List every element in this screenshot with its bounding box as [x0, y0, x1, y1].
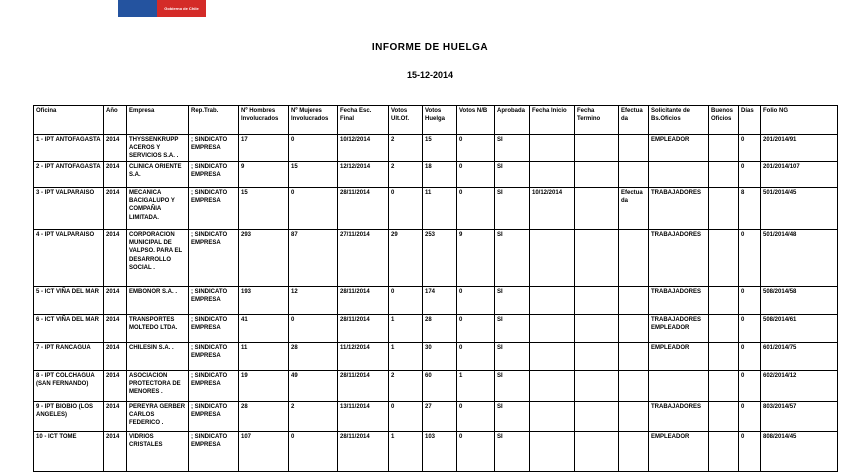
flag-blue-block [118, 0, 157, 17]
table-cell: EMBONOR S.A. . [127, 287, 189, 315]
table-cell: EMPLEADOR [649, 432, 709, 472]
table-cell: VIDRIOS CRISTALES [127, 432, 189, 472]
table-cell: ; SINDICATO EMPRESA [189, 432, 239, 472]
table-row [34, 432, 838, 472]
table-cell: 508/2014/58 [761, 287, 838, 315]
table-cell: 1 [389, 432, 423, 472]
table-cell: 5 - ICT VIÑA DEL MAR [34, 287, 104, 315]
table-cell: 0 [457, 287, 495, 315]
table-cell [530, 371, 575, 402]
table-cell: 602/2014/12 [761, 371, 838, 402]
table-row [34, 287, 838, 315]
table-cell: 10/12/2014 [530, 188, 575, 230]
table-cell: 8 - IPT COLCHAGUA (SAN FERNANDO) [34, 371, 104, 402]
table-cell: 103 [423, 432, 457, 472]
table-cell: 1 - IPT ANTOFAGASTA [34, 135, 104, 162]
table-cell: 29 [389, 230, 423, 287]
table-cell: Efectuada [619, 188, 649, 230]
table-cell: THYSSENKRUPP ACEROS Y SERVICIOS S.A. . [127, 135, 189, 162]
column-header: Votos N/B [457, 106, 495, 135]
table-cell: 253 [423, 230, 457, 287]
table-cell: 2014 [104, 230, 127, 287]
table-cell: 28/11/2014 [338, 287, 389, 315]
column-header: Folio NG [761, 106, 838, 135]
table-cell: ; SINDICATO EMPRESA [189, 162, 239, 188]
table-cell [530, 432, 575, 472]
column-header: Nº Mujeres Involucrados [289, 106, 338, 135]
table-cell: 2014 [104, 162, 127, 188]
table-cell: 0 [457, 315, 495, 343]
table-cell: 501/2014/45 [761, 188, 838, 230]
column-header: Votos Huelga [423, 106, 457, 135]
table-cell: 0 [457, 343, 495, 371]
column-header: Solicitante de Bs.Oficios [649, 106, 709, 135]
table-cell: CLINICA ORIENTE S.A. [127, 162, 189, 188]
table-cell: 87 [289, 230, 338, 287]
table-cell: ; SINDICATO EMPRESA [189, 343, 239, 371]
table-cell: TRABAJADORES [649, 188, 709, 230]
table-cell: ; SINDICATO EMPRESA [189, 287, 239, 315]
report-date: 15-12-2014 [406, 70, 454, 80]
table-cell: 9 [239, 162, 289, 188]
table-cell [619, 287, 649, 315]
column-header: Nº Hombres Involucrados [239, 106, 289, 135]
table-cell: 808/2014/45 [761, 432, 838, 472]
table-cell: 19 [239, 371, 289, 402]
column-header: Aprobada [495, 106, 530, 135]
table-row [34, 188, 838, 230]
table-cell: 0 [289, 432, 338, 472]
table-row [34, 402, 838, 432]
table-cell [575, 432, 619, 472]
table-cell: 0 [389, 402, 423, 432]
table-cell: 15 [239, 188, 289, 230]
table-cell: TRABAJADORES [649, 402, 709, 432]
table-cell: SI [495, 135, 530, 162]
table-cell: 2014 [104, 315, 127, 343]
logo-label: Gobierno de Chile [164, 6, 199, 11]
table-cell [649, 162, 709, 188]
column-header: Fecha Termino [575, 106, 619, 135]
table-cell: 8 [739, 188, 761, 230]
table-cell [709, 188, 739, 230]
table-cell: EMPLEADOR [649, 135, 709, 162]
table-row [34, 135, 838, 162]
table-row [34, 162, 838, 188]
table-cell: SI [495, 230, 530, 287]
table-cell: 0 [739, 315, 761, 343]
table-cell: 28 [289, 343, 338, 371]
table-cell: 2 [389, 135, 423, 162]
column-header: Votos Ult.Of. [389, 106, 423, 135]
table-cell: 3 - IPT VALPARAISO [34, 188, 104, 230]
table-cell [575, 402, 619, 432]
table-cell: 0 [739, 230, 761, 287]
table-cell: 0 [739, 432, 761, 472]
table-cell [530, 402, 575, 432]
table-cell [649, 371, 709, 402]
table-cell: 28 [423, 315, 457, 343]
table-cell [530, 287, 575, 315]
table-cell: 0 [289, 315, 338, 343]
table-cell: 13/11/2014 [338, 402, 389, 432]
table-cell: TRANSPORTES MOLTEDO LTDA. [127, 315, 189, 343]
table-cell: MECANICA BACIGALUPO Y COMPAÑIA LIMITADA. [127, 188, 189, 230]
table-cell [619, 315, 649, 343]
table-cell: 201/2014/91 [761, 135, 838, 162]
table-cell: 0 [457, 402, 495, 432]
table-cell: SI [495, 287, 530, 315]
table-cell: 0 [289, 188, 338, 230]
column-header: Fecha Inicio [530, 106, 575, 135]
table-cell: 28/11/2014 [338, 315, 389, 343]
table-cell: 2014 [104, 287, 127, 315]
flag-red-block [157, 0, 206, 17]
table-cell: 28/11/2014 [338, 371, 389, 402]
table-cell: 0 [739, 287, 761, 315]
table-cell: 11 [423, 188, 457, 230]
table-cell [530, 230, 575, 287]
table-cell: SI [495, 315, 530, 343]
table-cell: SI [495, 371, 530, 402]
table-cell [575, 287, 619, 315]
table-cell [709, 315, 739, 343]
table-cell: 30 [423, 343, 457, 371]
table-cell [619, 343, 649, 371]
table-cell: 4 - IPT VALPARAISO [34, 230, 104, 287]
table-cell: 10 - ICT TOME [34, 432, 104, 472]
table-cell: SI [495, 432, 530, 472]
table-cell: ; SINDICATO EMPRESA [189, 315, 239, 343]
table-cell: 41 [239, 315, 289, 343]
table-row [34, 315, 838, 343]
huelga-table [33, 105, 838, 472]
table-cell: SI [495, 402, 530, 432]
table-cell: 15 [289, 162, 338, 188]
table-cell: 174 [423, 287, 457, 315]
table-cell: 0 [457, 432, 495, 472]
table-cell: 1 [389, 315, 423, 343]
column-header: Días [739, 106, 761, 135]
table-cell: 18 [423, 162, 457, 188]
table-cell: 803/2014/57 [761, 402, 838, 432]
table-cell: 2014 [104, 371, 127, 402]
table-cell [709, 402, 739, 432]
table-cell: ; SINDICATO EMPRESA [189, 135, 239, 162]
table-cell [575, 188, 619, 230]
table-cell: 0 [739, 162, 761, 188]
table-cell: 17 [239, 135, 289, 162]
table-cell: 501/2014/48 [761, 230, 838, 287]
table-cell: ASOCIACION PROTECTORA DE MENORES . [127, 371, 189, 402]
table-cell: 0 [289, 135, 338, 162]
table-cell: 28/11/2014 [338, 188, 389, 230]
table-cell [619, 402, 649, 432]
table-cell: ; SINDICATO EMPRESA [189, 402, 239, 432]
table-cell: 2014 [104, 135, 127, 162]
table-cell: 1 [389, 343, 423, 371]
table-cell: 10/12/2014 [338, 135, 389, 162]
table-cell [619, 432, 649, 472]
table-cell: 2014 [104, 432, 127, 472]
table-cell [575, 315, 619, 343]
table-cell: 0 [457, 188, 495, 230]
table-cell: 601/2014/75 [761, 343, 838, 371]
column-header: Año [104, 106, 127, 135]
table-cell: 193 [239, 287, 289, 315]
table-cell: 2 [389, 371, 423, 402]
table-cell: 0 [457, 135, 495, 162]
table-cell: 9 [457, 230, 495, 287]
table-cell: 1 [457, 371, 495, 402]
page-title: INFORME DE HUELGA [371, 42, 489, 53]
table-cell [575, 371, 619, 402]
table-cell: 2 - IPT ANTOFAGASTA [34, 162, 104, 188]
table-cell [530, 162, 575, 188]
table-cell: 0 [389, 188, 423, 230]
table-cell: TRABAJADORES [649, 230, 709, 287]
table-cell [575, 162, 619, 188]
table-cell: EMPLEADOR [649, 343, 709, 371]
table-cell [709, 343, 739, 371]
column-header: Empresa [127, 106, 189, 135]
table-cell: 2 [389, 162, 423, 188]
table-cell [709, 287, 739, 315]
table-cell: SI [495, 162, 530, 188]
table-cell [709, 371, 739, 402]
table-cell: 27 [423, 402, 457, 432]
table-cell [619, 371, 649, 402]
table-cell: 0 [457, 162, 495, 188]
table-cell [530, 315, 575, 343]
table-cell [619, 162, 649, 188]
table-cell: 28 [239, 402, 289, 432]
table-row [34, 230, 838, 287]
table-cell: 0 [739, 135, 761, 162]
column-header: Fecha Esc. Final [338, 106, 389, 135]
table-cell: 7 - IPT RANCAGUA [34, 343, 104, 371]
table-cell: 60 [423, 371, 457, 402]
table-cell [575, 135, 619, 162]
table-cell: 9 - IPT BIOBIO (LOS ANGELES) [34, 402, 104, 432]
table-cell: SI [495, 188, 530, 230]
table-cell [709, 135, 739, 162]
table-cell [709, 432, 739, 472]
table-cell: TRABAJADORES [649, 287, 709, 315]
table-cell: 6 - ICT VIÑA DEL MAR [34, 315, 104, 343]
table-cell [709, 162, 739, 188]
table-cell: TRABAJADORES EMPLEADOR [649, 315, 709, 343]
table-cell: 11/12/2014 [338, 343, 389, 371]
table-row [34, 343, 838, 371]
table-cell: ; SINDICATO EMPRESA [189, 371, 239, 402]
table-cell: 12 [289, 287, 338, 315]
table-cell [619, 135, 649, 162]
table-cell: 0 [389, 287, 423, 315]
gobierno-de-chile-logo [118, 0, 206, 17]
table-cell: 0 [739, 371, 761, 402]
table-cell: 12/12/2014 [338, 162, 389, 188]
table-cell: 28/11/2014 [338, 432, 389, 472]
table-cell [575, 230, 619, 287]
table-row [34, 371, 838, 402]
table-cell: 2014 [104, 188, 127, 230]
table-cell: 2 [289, 402, 338, 432]
column-header: Buenos Oficios [709, 106, 739, 135]
table-cell: CHILESIN S.A. . [127, 343, 189, 371]
table-cell: 293 [239, 230, 289, 287]
table-cell: ; SINDICATO EMPRESA [189, 188, 239, 230]
table-cell: PEREYRA GERBER CARLOS FEDERICO . [127, 402, 189, 432]
table-cell [575, 343, 619, 371]
table-cell [619, 230, 649, 287]
table-cell: 201/2014/107 [761, 162, 838, 188]
table-cell: 0 [739, 343, 761, 371]
table-cell: 15 [423, 135, 457, 162]
column-header: Oficina [34, 106, 104, 135]
table-cell: ; SINDICATO EMPRESA [189, 230, 239, 287]
table-cell [530, 135, 575, 162]
table-cell: 0 [739, 402, 761, 432]
table-cell: CORPORACION MUNICIPAL DE VALPSO. PARA EL DESARROLLO SOCIAL . [127, 230, 189, 287]
table-cell [709, 230, 739, 287]
table-cell: 11 [239, 343, 289, 371]
table-cell: SI [495, 343, 530, 371]
table-cell: 27/11/2014 [338, 230, 389, 287]
column-header: Efectuada [619, 106, 649, 135]
column-header: Rep.Trab. [189, 106, 239, 135]
header-row [34, 106, 838, 135]
table-cell: 49 [289, 371, 338, 402]
table-cell: 107 [239, 432, 289, 472]
table-cell: 508/2014/61 [761, 315, 838, 343]
table-cell: 2014 [104, 402, 127, 432]
table-cell: 2014 [104, 343, 127, 371]
table-cell [530, 343, 575, 371]
